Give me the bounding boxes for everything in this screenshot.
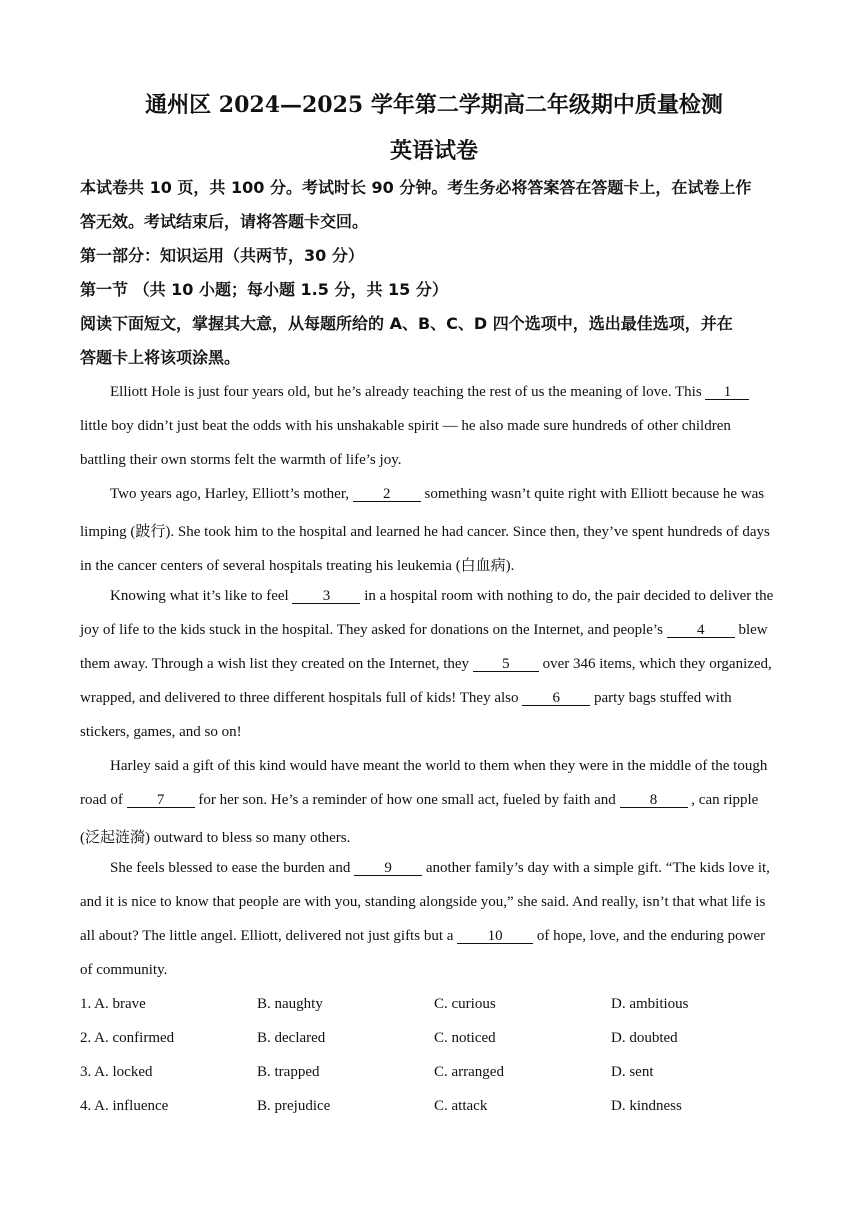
passage-text: blew	[734, 622, 768, 638]
passage-text: over 346 items, which they organized,	[538, 656, 772, 672]
question-2-option-c: C. noticed	[434, 1030, 496, 1046]
passage-text: Elliott Hole is just four years old, but he’s already teaching the rest of us the meaning of love. This	[110, 384, 706, 400]
passage-line: of community.	[80, 962, 168, 978]
blank-3: 3	[292, 589, 360, 604]
question-4-option-b: B. prejudice	[257, 1098, 331, 1114]
question-4-option-d: D. kindness	[611, 1098, 682, 1114]
passage-text: , can ripple	[687, 792, 759, 808]
exam-subtitle: 英语试卷	[389, 138, 478, 164]
passage-line: in the cancer centers of several hospitals treating his leukemia (白血病).	[80, 558, 515, 574]
question-1-option-b: B. naughty	[257, 996, 323, 1012]
instruction-line-2: 答无效。考试结束后，请将答题卡交回。	[80, 212, 369, 231]
section-heading: 第一节 （共 10 小题；每小题 1.5 分，共 15 分）	[80, 280, 448, 299]
question-2-option-a: 2. A. confirmed	[80, 1030, 175, 1046]
part-heading: 第一部分：知识运用（共两节，30 分）	[80, 246, 364, 265]
blank-9: 9	[354, 861, 422, 876]
passage-text: wrapped, and delivered to three different hospitals full of kids! They also	[80, 690, 523, 706]
passage-line	[80, 622, 790, 639]
passage-text: party bags stuffed with	[590, 690, 732, 706]
passage-text: for her son. He’s a reminder of how one small act, fueled by faith and	[194, 792, 620, 808]
passage-line	[80, 656, 790, 673]
passage-line	[80, 792, 790, 809]
question-3-option-d: D. sent	[611, 1064, 654, 1080]
blank-8: 8	[620, 793, 688, 808]
question-4-option-a: 4. A. influence	[80, 1098, 169, 1114]
blank-5: 5	[473, 657, 539, 672]
question-2-option-d: D. doubted	[611, 1030, 678, 1046]
direction-line-2: 答题卡上将该项涂黑。	[80, 348, 241, 367]
question-1-option-d: D. ambitious	[611, 996, 689, 1012]
direction-line-1: 阅读下面短文，掌握其大意，从每题所给的 A、B、C、D 四个选项中，选出最佳选项，并在	[80, 314, 733, 333]
passage-line: (泛起涟漪) outward to bless so many others.	[80, 830, 351, 846]
blank-7: 7	[127, 793, 195, 808]
passage-line	[110, 860, 790, 877]
blank-2: 2	[353, 487, 421, 502]
passage-text: joy of life to the kids stuck in the hospital. They asked for donations on the Internet, and people’s	[80, 622, 667, 638]
passage-line: little boy didn’t just beat the odds with his unshakable spirit — he also made sure hundreds of other children	[80, 418, 731, 434]
passage-text: She feels blessed to ease the burden and	[110, 860, 355, 876]
passage-line: battling their own storms felt the warmth of life’s joy.	[80, 452, 402, 468]
question-2-option-b: B. declared	[257, 1030, 326, 1046]
passage-text: road of	[80, 792, 127, 808]
blank-4: 4	[667, 623, 735, 638]
passage-text: of hope, love, and the enduring power	[533, 928, 766, 944]
question-3-option-c: C. arranged	[434, 1064, 504, 1080]
passage-text: another family’s day with a simple gift. “The kids love it,	[422, 860, 770, 876]
passage-line: limping (跛行). She took him to the hospital and learned he had cancer. Since then, they’ve spent hundreds of days	[80, 524, 770, 540]
passage-text: in a hospital room with nothing to do, the pair decided to deliver the	[360, 588, 774, 604]
passage-line	[110, 588, 790, 605]
blank-1: 1	[705, 385, 749, 400]
passage-text: all about? The little angel. Elliott, delivered not just gifts but a	[80, 928, 458, 944]
passage-line	[110, 486, 790, 503]
passage-line	[110, 384, 790, 401]
question-1-option-a: 1. A. brave	[80, 996, 146, 1012]
passage-line: Harley said a gift of this kind would have meant the world to them when they were in the middle of the tough	[110, 758, 768, 774]
passage-text: them away. Through a wish list they created on the Internet, they	[80, 656, 473, 672]
blank-10: 10	[457, 929, 533, 944]
blank-6: 6	[522, 691, 590, 706]
question-3-option-b: B. trapped	[257, 1064, 320, 1080]
exam-title: 通州区 2024—2025 学年第二学期高二年级期中质量检测	[145, 92, 723, 118]
passage-line	[80, 928, 790, 945]
passage-text: Two years ago, Harley, Elliott’s mother,	[110, 486, 353, 502]
passage-line	[80, 690, 790, 707]
question-1-option-c: C. curious	[434, 996, 496, 1012]
instruction-line-1: 本试卷共 10 页，共 100 分。考试时长 90 分钟。考生务必将答案答在答题卡上，在试卷上作	[80, 178, 752, 197]
passage-line: and it is nice to know that people are with you, standing alongside you,” she said. And really, isn’t that what life is	[80, 894, 766, 910]
passage-text: Knowing what it’s like to feel	[110, 588, 293, 604]
passage-line: stickers, games, and so on!	[80, 724, 242, 740]
question-4-option-c: C. attack	[434, 1098, 488, 1114]
passage-text: something wasn’t quite right with Elliott because he was	[420, 486, 765, 502]
question-3-option-a: 3. A. locked	[80, 1064, 153, 1080]
